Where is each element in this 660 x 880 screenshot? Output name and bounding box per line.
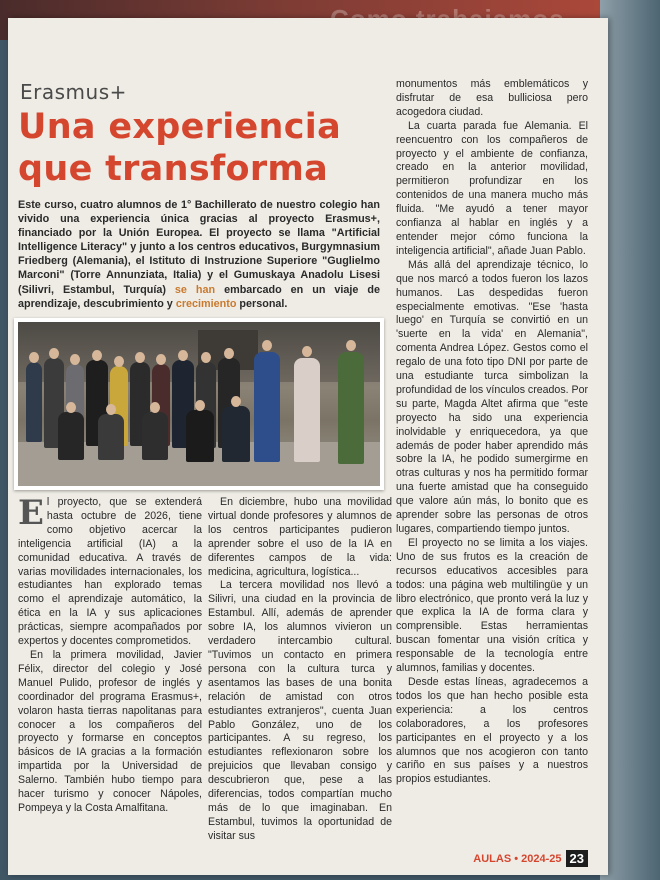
column-3 bbox=[396, 78, 588, 787]
col1-paragraph-2: En la primera movilidad, Javier Félix, director del colegio y José Manuel Pulido, profesor de inglés y coordinador del programa Erasmus+, volaron hasta tierras napolitanas para conocer a los compañeros del proyecto y formarse en conceptos básicos de IA gracias a la formación impartida por la Universidad de Salerno. También hubo tiempo para hacer turismo y conocer Nápoles, Pompeya y la Costa Amalfitana. bbox=[18, 648, 202, 814]
title-line-2: que transforma bbox=[18, 149, 329, 189]
column-1 bbox=[18, 493, 202, 816]
page-number: 23 bbox=[566, 850, 588, 867]
lead-highlight-2: crecimiento bbox=[175, 297, 237, 310]
lead-paragraph bbox=[18, 198, 380, 311]
kicker: Erasmus+ bbox=[20, 80, 127, 104]
col3-paragraph-5: Desde estas líneas, agradecemos a todos los que han hecho posible esta experiencia: a los centros colaboradores, a los profesores participantes en el proyecto y a los alumnos que nos acogieron con tanto cariño en sus países y a nuestros propios estudiantes. bbox=[396, 675, 588, 786]
title-line-1: Una experiencia bbox=[18, 107, 342, 147]
lead-text-3: personal. bbox=[239, 297, 288, 310]
col3-paragraph-2: La cuarta parada fue Alemania. El reencuentro con los compañeros de proyecto y el ambiente de confianza, creado en la anterior movilidad, permitieron profundizar en los contenidos de una manera mucho más fluida. "Me ayudó a tener mayor confianza al hablar en inglés y a entender mejor cómo funciona la inteligencia artificial", añade Juan Pablo. bbox=[396, 119, 588, 257]
article-title bbox=[18, 106, 378, 190]
col3-paragraph-3: Más allá del aprendizaje técnico, lo que nos marcó a todos fueron los lazos humanos. Las despedidas fueron especialmente emotivas. "Ese 'hasta luego' en Turquía se convirtió en un 'suerte en la vida' en Alemania", comenta Andrea López. Gestos como el regalo de una foto tipo DNI por parte de una estudiante turca simbolizan la profundidad de los vínculos creados. Por su parte, Magda Altet afirma que "este proyecto ha sido una experiencia inolvidable y enriquecedora, ya que además de poder haber aprendido más sobre la IA, he podido sumergirme en otras culturas y nos ha permitido formar una fuerte amistad que ha conseguido que valore aún más, lo bonito que es aprender sobre las personas de otros lugares, compartiendo tiempo juntos. bbox=[396, 258, 588, 535]
group-photo-image bbox=[18, 322, 380, 486]
lead-text-1: Este curso, cuatro alumnos de 1° Bachillerato de nuestro colegio han vivido una experiencia única gracias al proyecto Erasmus+, financiado por la Unión Europea. El proyecto se llama "Artificial Intelligence Literacy" y junto a los centros educativos, Burgymnasium Friedberg (Alemania), el Istituto di Instruzione Superiore "Guglielmo Marconi" (Torre Annunziata, Italia) y el Gumuskaya Anadolu Lisesi (Silivri, Estambul, Turquía) bbox=[18, 199, 380, 296]
magazine-name: AULAS • 2024-25 bbox=[473, 852, 562, 865]
lead-highlight-1: se han bbox=[174, 283, 216, 296]
column-2 bbox=[208, 496, 392, 844]
magazine-page bbox=[8, 18, 608, 875]
drop-cap: E bbox=[18, 493, 44, 533]
col2-paragraph-2: La tercera movilidad nos llevó a Silivri, una ciudad en la provincia de Estambul. Allí, además de aprender sobre IA, los alumnos vivieron un verdadero intercambio cultural. "Tuvimos un contacto en primera persona con la cultura turca y asentamos las bases de una bonita relación de amistad con otros estudiantes extranjeros", cuenta Juan Pablo González, uno de los participantes. A su regreso, los estudiantes reflexionaron sobre los prejuicios que llevaban consigo y descubrieron que, pese a las diferencias, todos compartían mucho más de lo que imaginaban. En Estambul, tuvimos la oportunidad de visitar sus bbox=[208, 579, 392, 842]
background-shade bbox=[600, 0, 660, 880]
col1-text-1: l proyecto, que se extenderá hasta octubre de 2026, tiene como objetivo acercar la inteligencia artificial (IA) a la comunidad educativa. A través de varias movilidades internacionales, los estudiantes han explorado temas como el aprendizaje automático, la ética en la IA y sus aplicaciones prácticas, siempre acompañados por expertos y docentes comprometidos. bbox=[18, 496, 202, 648]
page-footer bbox=[473, 850, 588, 867]
col3-paragraph-1: monumentos más emblemáticos y disfrutar de esa bulliciosa pero acogedora ciudad. bbox=[396, 78, 588, 118]
col2-paragraph-1: En diciembre, hubo una movilidad virtual donde profesores y alumnos de los centros participantes pudieron aprender sobre el uso de la IA en diferentes campos de la vida: medicina, agricultura, logística... bbox=[208, 496, 392, 578]
col1-paragraph-1 bbox=[18, 493, 202, 649]
col3-paragraph-4: El proyecto no se limita a los viajes. Uno de sus frutos es la creación de recursos educativos accesibles para todos: una página web multilingüe y un libro electrónico, que pronto verá la luz y que explica la IA de forma clara y comprensible. Estas herramientas buscan fomentar una visión crítica y responsable de la tecnología entre alumnos, familias y docentes. bbox=[396, 536, 588, 675]
lead-text-2: embarcado en un viaje de aprendizaje, descubrimiento y bbox=[18, 283, 381, 310]
group-photo bbox=[14, 318, 384, 490]
